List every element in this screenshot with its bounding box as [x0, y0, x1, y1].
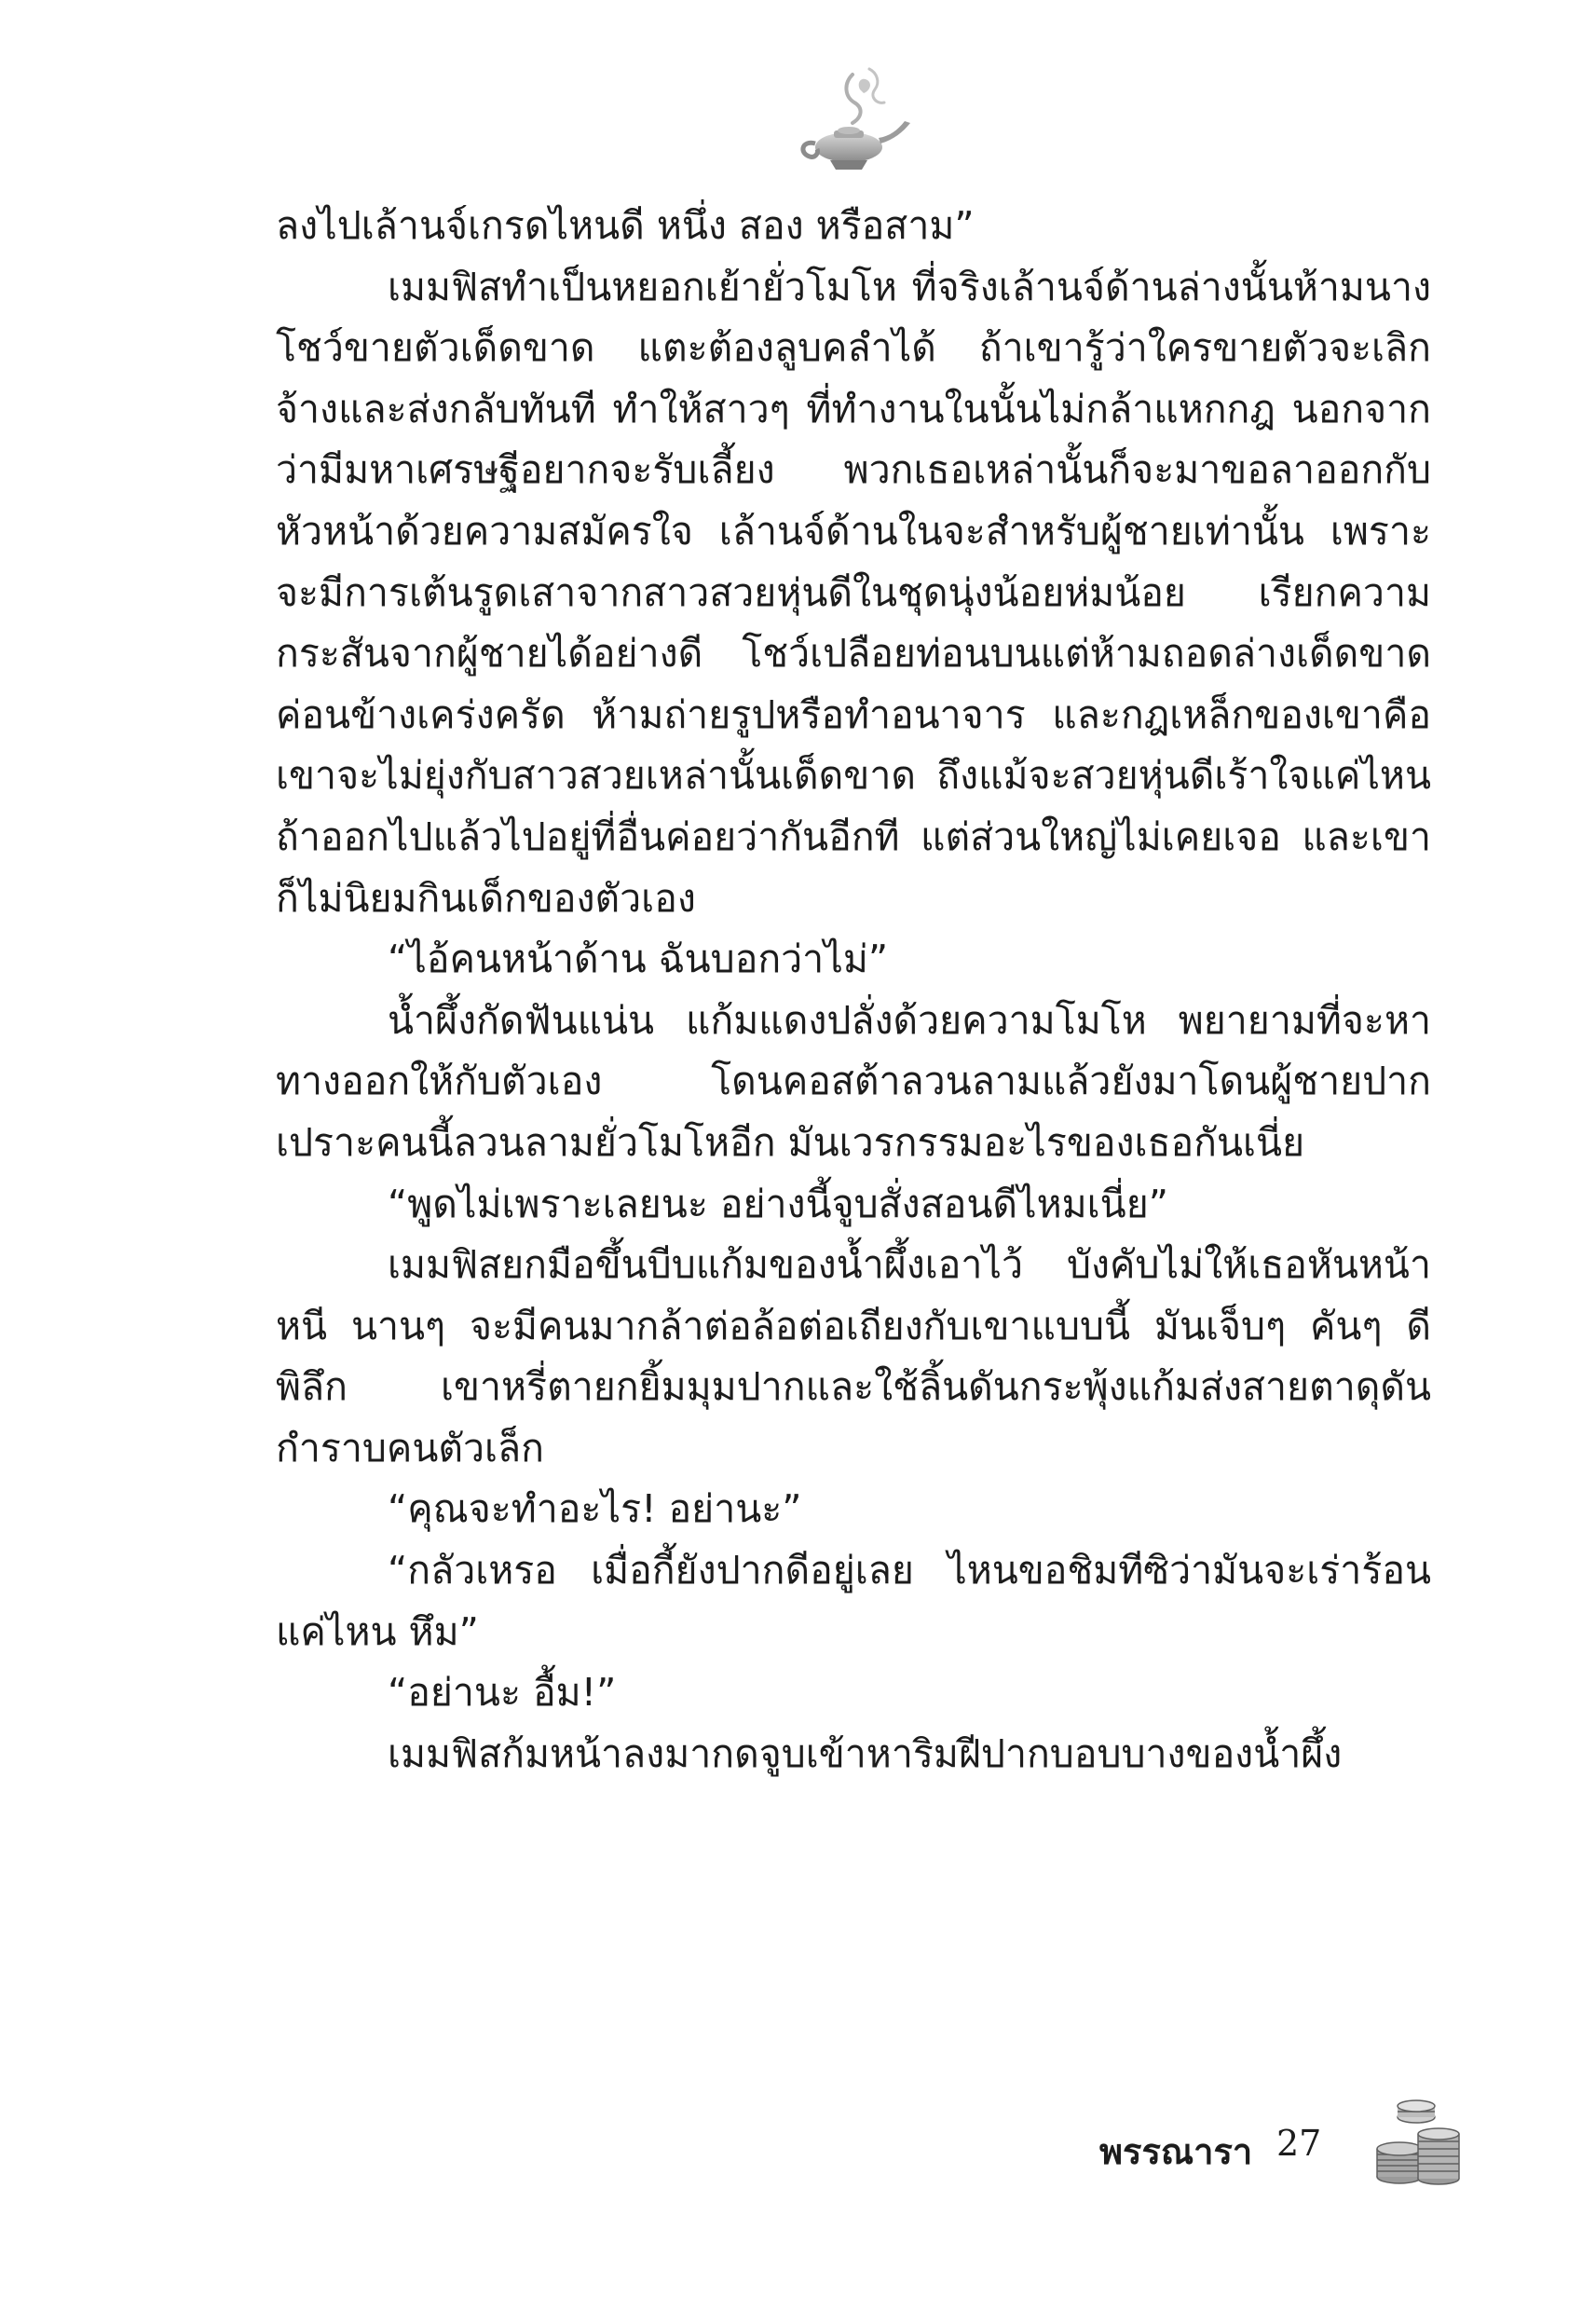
casino-chips-icon	[1360, 2097, 1472, 2190]
page-footer	[1099, 2097, 1472, 2190]
paragraph: “คุณจะทำอะไร! อย่านะ”	[388, 1486, 802, 1532]
body-text	[276, 196, 1431, 1785]
paragraph: “กลัวเหรอ เมื่อกี้ยังปากดีอยู่เลย ไหนขอชิมทีซิว่ามันจะเร่าร้อนแค่ไหน หึม”	[276, 1548, 1431, 1654]
paragraph: “พูดไม่เพราะเลยนะ อย่างนี้จูบสั่งสอนดีไหมเนี่ย”	[388, 1181, 1168, 1226]
paragraph: น้ำผึ้งกัดฟันแน่น แก้มแดงปลั่งด้วยความโมโห พยายามที่จะหาทางออกให้กับตัวเอง โดนคอสต้าลวนลามแล้วยังมาโดนผู้ชายปากเปราะคนนี้ลวนลามยั่วโมโหอีก มันเวรกรรมอะไรของเธอกันเนี่ย	[276, 997, 1431, 1165]
paragraph: ลงไปเล้านจ์เกรดไหนดี หนึ่ง สอง หรือสาม”	[276, 203, 975, 248]
paragraph: “อย่านะ อื้ม!”	[388, 1670, 617, 1716]
paragraph: เมมฟิสก้มหน้าลงมากดจูบเข้าหาริมฝีปากบอบบางของน้ำผึ้ง	[388, 1730, 1343, 1776]
page-number: 27	[1276, 2123, 1322, 2164]
book-title: พรรณารา	[1099, 2131, 1253, 2172]
paragraph: เมมฟิสทำเป็นหยอกเย้ายั่วโมโห ที่จริงเล้านจ์ด้านล่างนั้นห้ามนางโชว์ขายตัวเด็ดขาด แตะต้องลูบคลำได้ ถ้าเขารู้ว่าใครขายตัวจะเลิกจ้างและส่งกลับทันที ทำให้สาวๆ ที่ทำงานในนั้นไม่กล้าแหกกฎ นอกจากว่ามีมหาเศรษฐีอยากจะรับเลี้ยง พวกเธอเหล่านั้นก็จะมาขอลาออกกับหัวหน้าด้วยความสมัครใจ เล้านจ์ด้านในจะสำหรับผู้ชายเท่านั้น เพราะจะมีการเต้นรูดเสาจากสาวสวยหุ่นดีในชุดนุ่งน้อยห่มน้อย เรียกความกระสันจากผู้ชายได้อย่างดี โชว์เปลือยท่อนบนแต่ห้ามถอดล่างเด็ดขาด ค่อนข้างเคร่งครัด ห้ามถ่ายรูปหรือทำอนาจาร และกฎเหล็กของเขาคือ เขาจะไม่ยุ่งกับสาวสวยเหล่านั้นเด็ดขาด ถึงแม้จะสวยหุ่นดีเร้าใจแค่ไหน ถ้าออกไปแล้วไปอยู่ที่อื่นค่อยว่ากันอีกที แต่ส่วนใหญ่ไม่เคยเจอ และเขาก็ไม่นิยมกินเด็กของตัวเอง	[276, 264, 1431, 921]
paragraph: เมมฟิสยกมือขึ้นบีบแก้มของน้ำผึ้งเอาไว้ บังคับไม่ให้เธอหันหน้าหนี นานๆ จะมีคนมากล้าต่อล้อต่อเถียงกับเขาแบบนี้ มันเจ็บๆ คันๆ ดีพิลึก เขาหรี่ตายกยิ้มมุมปากและใช้ลิ้นดันกระพุ้งแก้มส่งสายตาดุดันกำราบคนตัวเล็ก	[276, 1242, 1431, 1470]
genie-lamp-icon	[787, 56, 918, 186]
paragraph: “ไอ้คนหน้าด้าน ฉันบอกว่าไม่”	[388, 937, 889, 982]
